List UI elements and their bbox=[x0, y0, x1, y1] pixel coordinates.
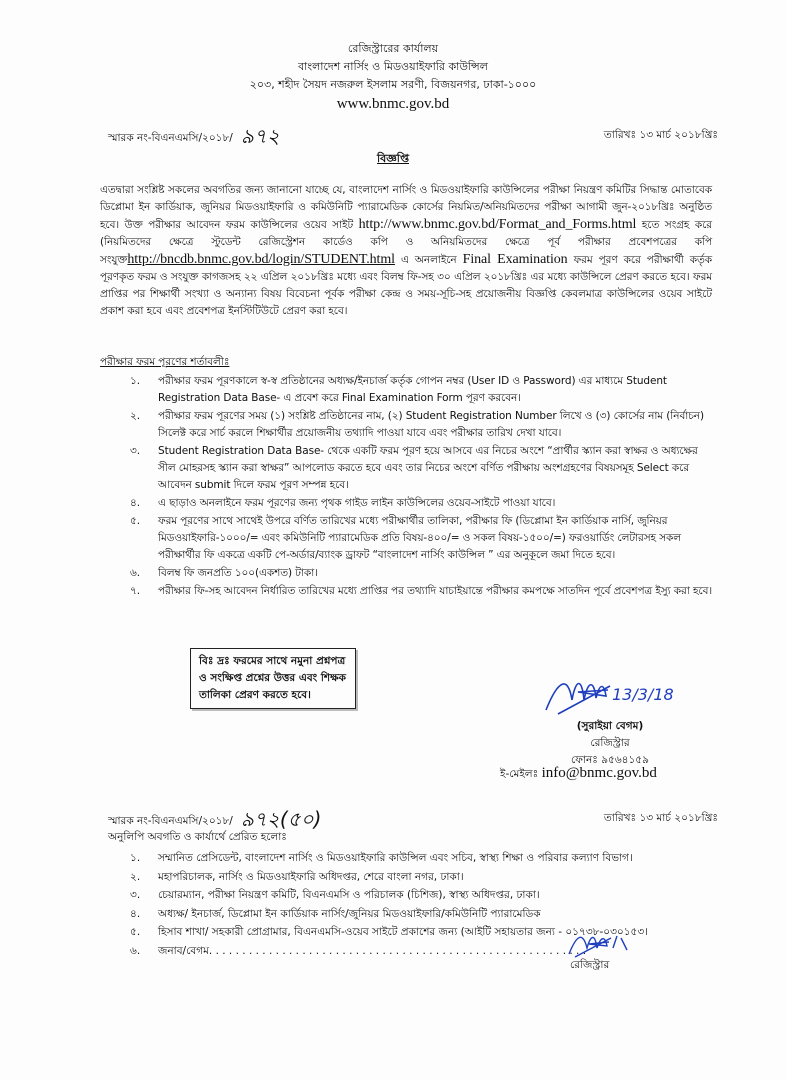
copy-item bbox=[130, 868, 730, 887]
body-text-4: ফরম পূরণ করে পরীক্ষার্থী কর্তৃক পূরণকৃত ফরম ও সংযুক্ত কাগজসহ ২২ এপ্রিল ২০১৮খ্রিঃ মধ্যে এবং বিলম্ব ফি-সহ ৩০ এপ্রিল ২০১৮খ্রিঃ এর মধ্যে কাউন্সিলে প্রেরণ করতে হবে। ফরম প্রাপ্তির পর শিক্ষার্থী সংখ্যা ও অন্যান্য বিষয় বিবেচনা পূর্বক পরীক্ষা কেন্দ্র ও সময়-সূচি-সহ প্রয়োজনীয় বিজ্ঞপ্তি কেবলমাত্র কাউন্সিলের ওয়েব সাইটে প্রকাশ করা হবে এবং প্রবেশপত্র ইনস্টিটিউটে প্রেরণ করা হবে। bbox=[100, 254, 712, 317]
condition-item bbox=[130, 513, 715, 564]
copy-item bbox=[130, 942, 730, 961]
copy-number: ৬. bbox=[130, 944, 141, 957]
condition-item bbox=[130, 495, 715, 512]
condition-text: বিলম্ব ফি জনপ্রতি ১০০(একশত) টাকা। bbox=[158, 567, 318, 579]
condition-text: পরীক্ষার ফরম পূরণের সময় (১) সংশ্লিষ্ট প্রতিষ্ঠানের নাম, (২) Student Registration Number লিখে ও (৩) কোর্সের নাম (নির্বাচন) সিলেক্ট করে সার্চ করলে শিক্ষার্থীর প্রয়োজনীয় তথ্যাদি পাওয়া যাবে এবং পরীক্ষার তারিখ দেখা যাবে। bbox=[158, 410, 704, 439]
condition-item bbox=[130, 373, 715, 407]
copy-number: ১. bbox=[130, 852, 141, 864]
condition-item bbox=[130, 583, 715, 600]
final-exam-text: Final Examination bbox=[462, 252, 568, 267]
handwritten-signature-icon bbox=[538, 670, 678, 718]
condition-item bbox=[130, 443, 715, 494]
condition-number: ২. bbox=[130, 410, 140, 422]
notice-title bbox=[0, 150, 786, 169]
signer-name: (সুরাইয়া বেগম) bbox=[576, 720, 644, 732]
condition-number: ৪. bbox=[130, 497, 140, 509]
memo-date: তারিখঃ ১৩ মার্চ ২০১৮খ্রিঃ bbox=[603, 129, 718, 141]
address: ২০৩, শহীদ সৈয়দ নজরুল ইসলাম সরণী, বিজয়নগর, ঢাকা-১০০০ bbox=[249, 78, 537, 91]
body-text-1: এতদ্বারা সংশ্লিষ্ট সকলের অবগতির জন্য জানানো যাচ্ছে যে, বাংলাদেশ নার্সিং ও মিডওয়াইফারি কাউন্সিলের পরীক্ষা নিয়ন্ত্রণ কমিটির সিদ্ধান্ত মোতাবেক ডিপ্লোমা ইন কার্ডিয়াক, জুনিয়র মিডওয়াইফারি ও কমিউনিটি প্যারামেডিক কোর্সের নিয়মিত/অনিয়মিতদের পরীক্ষা আগামী জুন-২০১৮খ্রিঃ অনুষ্ঠিত হবে। উক্ত পরীক্ষার আবেদন ফরম কাউন্সিলের ওয়েব সাইট bbox=[100, 184, 712, 231]
website-link[interactable]: www.bnmc.gov.bd bbox=[336, 96, 450, 112]
signature-block bbox=[500, 670, 720, 769]
condition-number: ৬. bbox=[130, 567, 140, 579]
signature-date: 13/3/18 bbox=[612, 685, 674, 704]
conditions-title: পরীক্ষার ফরম পূরণের শর্তাবলীঃ bbox=[100, 356, 230, 368]
notice-body bbox=[100, 182, 712, 320]
copy-number: ৪. bbox=[130, 907, 141, 920]
signer-email-row bbox=[500, 765, 657, 784]
body-text-2: হতে সংগ্রহ করে (নিয়মিতদের ক্ষেত্রে স্টুডেন্ট রেজিস্ট্রেশন কার্ডেও কপি ও অনিয়মিতদের ক্ষেত্রে পূর্ব পরীক্ষার প্রবেশপত্রের কপি সংযুক্ত bbox=[100, 219, 712, 266]
signer-phone: ফোনঃ ৯৫৬৪১৫৯ bbox=[571, 754, 649, 766]
copy-signer-title: রেজিস্ট্রার bbox=[570, 959, 610, 971]
condition-number: ১. bbox=[130, 375, 140, 387]
condition-item bbox=[130, 408, 715, 442]
email-link[interactable]: info@bnmc.gov.bd bbox=[541, 765, 657, 781]
handwritten-memo-number: ৯৭২ bbox=[240, 124, 280, 148]
copy-text: সম্মানিত প্রেসিডেন্ট, বাংলাদেশ নার্সিং ও মিডওয়াইফারি কাউন্সিল এবং সচিব, স্বাস্থ্য শিক্ষা ও পরিবার কল্যাণ বিভাগ। bbox=[158, 852, 633, 864]
condition-text: Student Registration Data Base- থেকে একটি ফরম পূরণ হয়ে আসবে এর নিচের অংশে “প্রার্থীর স্ক্যান করা স্বাক্ষর ও অধ্যক্ষের সীল মোহরসহ স্ক্যান করা স্বাক্ষর” আপলোড করতে হবে এবং তার নিচের অংশে বর্ণিত পরীক্ষায় অংশগ্রহণের বিষয়সমূহ Select করে আবেদন submit দিলে ফরম পূরণ সম্পন্ন হবে। bbox=[158, 445, 698, 491]
signer-title: রেজিস্ট্রার bbox=[590, 737, 630, 749]
copy-number: ২. bbox=[130, 870, 141, 883]
copy-list bbox=[130, 849, 730, 960]
signature-image bbox=[500, 670, 720, 718]
forms-url-link[interactable]: http://www.bnmc.gov.bd/Format_and_Forms.html bbox=[358, 217, 637, 232]
memo-label: স্মারক নং-বিএনএমসি/২০১৮/ bbox=[108, 132, 233, 144]
copy-text: হিসাব শাখা/ সহকারী প্রোগ্রামার, বিএনএমসি-ওয়েব সাইটে প্রকাশের জন্য (আইটি সহায়তার জন্য - ০১৭৩৮-০৩০১৫৩। bbox=[158, 926, 648, 938]
organization-name: বাংলাদেশ নার্সিং ও মিডওয়াইফারি কাউন্সিল bbox=[298, 60, 488, 73]
copy-text: মহাপরিচালক, নার্সিং ও মিডওয়াইফারি অধিদপ্তর, শেরে বাংলা নগর, ঢাকা। bbox=[158, 870, 464, 883]
condition-text: এ ছাড়াও অনলাইনে ফরম পূরণের জন্য পৃথক গাইড লাইন কাউন্সিলের ওয়েব-সাইটে পাওয়া যাবে। bbox=[158, 497, 556, 509]
note-box: বিঃ দ্রঃ ফরমের সাথে নমুনা প্রশ্নপত্র ও সংক্ষিপ্ত প্রশ্নের উত্তর এবং শিক্ষক তালিকা প্রেরণ করতে হবে। bbox=[190, 648, 356, 709]
copy-item bbox=[130, 923, 730, 942]
condition-text: পরীক্ষার ফরম পূরণকালে স্ব-স্ব প্রতিষ্ঠানের অধ্যক্ষ/ইনচার্জ কর্তৃক গোপন নম্বর (User ID ও Password) এর মাধ্যমে Student Registration Data Base- এ প্রবেশ করে Final Examination Form পূরণ করবেন। bbox=[158, 375, 667, 404]
handwritten-copy-memo-number: ৯৭২(৫০) bbox=[240, 807, 322, 831]
condition-text: পরীক্ষার ফি-সহ আবেদন নির্ধারিত তারিখের মধ্যে প্রাপ্তির পর তথ্যাদি যাচাইয়ান্তে পরীক্ষার কমপক্ষে সাতদিন পূর্বে প্রবেশপত্র ইস্যু করা হবে। bbox=[158, 585, 713, 597]
student-login-link[interactable]: http://bncdb.bnmc.gov.bd/login/STUDENT.html bbox=[127, 252, 395, 267]
letterhead bbox=[0, 40, 786, 114]
copy-item bbox=[130, 905, 730, 924]
copy-text: জনাব/বেগম. . . . . . . . . . . . . . . . . . . . . . . . . . . . . . . . . . . . . . . . . . . . . . . . . . . . . . . . . bbox=[158, 944, 587, 957]
condition-number: ৫. bbox=[130, 515, 140, 527]
copy-item bbox=[130, 849, 730, 868]
copy-intro: অনুলিপি অবগতি ও কার্যার্থে প্রেরিত হলোঃ bbox=[108, 831, 287, 843]
copy-number: ৫. bbox=[130, 926, 141, 938]
condition-number: ৭. bbox=[130, 585, 140, 597]
condition-number: ৩. bbox=[130, 445, 140, 457]
conditions-list bbox=[130, 373, 715, 601]
second-signature-icon bbox=[565, 928, 635, 958]
email-label: ই-মেইলঃ bbox=[500, 768, 539, 780]
copy-text: অধ্যক্ষ/ ইনচার্জ, ডিপ্লোমা ইন কার্ডিয়াক নার্সিং/জুনিয়র মিডওয়াইফারি/কমিউনিটি প্যারামেডিক bbox=[158, 907, 541, 920]
copy-text: চেয়ারম্যান, পরীক্ষা নিয়ন্ত্রণ কমিটি, বিএনএমসি ও পরিচালক (চিশিজ), স্বাস্থ্য অধিদপ্তর, ঢাকা। bbox=[158, 889, 540, 901]
copy-memo-date: তারিখঃ ১৩ মার্চ ২০১৮খ্রিঃ bbox=[603, 812, 718, 824]
condition-item bbox=[130, 565, 715, 582]
copy-item bbox=[130, 886, 730, 905]
notice-title-text: বিজ্ঞপ্তি bbox=[377, 152, 409, 165]
copy-memo-label: স্মারক নং-বিএনএমসি/২০১৮/ bbox=[108, 815, 233, 827]
condition-text: ফরম পূরণের সাথে সাথেই উপরে বর্ণিত তারিখের মধ্যে পরীক্ষার্থীর তালিকা, পরীক্ষার ফি (ডিপ্লোমা ইন কার্ডিয়াক নার্সি, জুনিয়র মিডওয়াইফারি-১০০০/= এবং কমিউনিটি প্যারামেডিক প্রতি বিষয়-৪০০/= ও সকল বিষয়-১৫০০/=) ফরওয়ার্ডিং লেটারসহ সকল পরীক্ষার্থীর ফি একত্রে একটি পে-অর্ডার/ব্যাংক ড্রাফট “বাংলাদেশ নার্সিং কাউন্সিল ” এর অনুকূলে জমা দিতে হবে। bbox=[158, 515, 682, 561]
copy-number: ৩. bbox=[130, 889, 141, 901]
body-text-3: এ অনলাইনে bbox=[400, 254, 457, 266]
office-name: রেজিস্ট্রারের কার্যালয় bbox=[347, 42, 439, 55]
